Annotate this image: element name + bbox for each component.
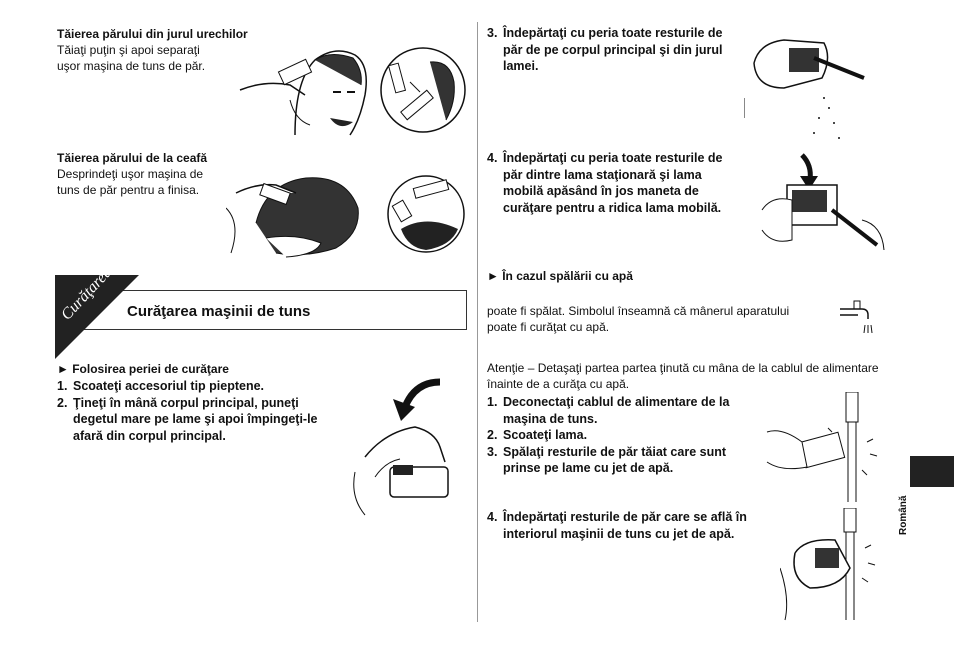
nape-heading: Tăierea părului de la ceafă bbox=[57, 151, 208, 165]
ears-heading: Tăierea părului din jurul urechilor bbox=[57, 27, 248, 41]
section-title: Curăţarea maşinii de tuns bbox=[127, 303, 311, 320]
ears-line-2: uşor maşina de tuns de păr. bbox=[57, 59, 206, 73]
clipper-detail-illustration bbox=[380, 42, 466, 138]
wash-steps bbox=[487, 394, 762, 477]
language-label: Română bbox=[898, 495, 909, 535]
nape-trim-illustration bbox=[226, 163, 366, 261]
right-step-3 bbox=[487, 25, 747, 75]
brush-heading: ► Folosirea periei de curăţare bbox=[57, 362, 229, 376]
list-item: 3. Îndepărtaţi cu peria toate resturile de păr de pe corpul principal şi din jurul lamei. bbox=[487, 26, 723, 73]
wash-blade-illustration bbox=[762, 392, 892, 504]
right-step-4 bbox=[487, 150, 757, 216]
ears-line-1: Tăiaţi puţin şi apoi separaţi bbox=[57, 43, 200, 57]
list-item: 3. Spălaţi resturile de păr tăiat care sunt prinse pe lame cu jet de apă. bbox=[487, 444, 726, 475]
nape-line-2: tuns de păr pentru a finisa. bbox=[57, 183, 200, 197]
ears-text bbox=[57, 42, 205, 74]
list-item: 2. Ţineţi în mână corpul principal, puneţi degetul mare pe lame şi apoi împingeţi-le afară din corpul principal. bbox=[57, 395, 318, 443]
blade-removal-illustration bbox=[345, 377, 465, 517]
water-text: poate fi spălat. Simbolul înseamnă că mânerul aparatului poate fi curăţat cu apă. bbox=[487, 304, 790, 334]
language-tab bbox=[910, 456, 954, 487]
brush-body-illustration bbox=[744, 18, 874, 148]
list-item: 4. Îndepărtaţi resturile de păr care se află în interiorul maşinii de tuns cu jet de apă. bbox=[487, 510, 747, 541]
caution-text: Atenţie – Detaşaţi partea partea ţinută cu mâna de la cablul de alimentare înainte de a curăţa cu apă. bbox=[487, 361, 879, 391]
wash-step-4 bbox=[487, 509, 772, 542]
list-item: 1. Scoateţi accesoriul tip pieptene. bbox=[57, 379, 265, 393]
nape-text bbox=[57, 166, 203, 198]
section-tab-label: Curăţarea bbox=[58, 263, 116, 324]
wash-body-illustration bbox=[780, 508, 885, 622]
brush-blades-illustration bbox=[752, 150, 887, 260]
man-ear-trim-illustration bbox=[235, 40, 375, 140]
brush-steps bbox=[57, 378, 347, 444]
list-item: 1. Deconectaţi cablul de alimentare de la maşina de tuns. bbox=[487, 395, 730, 426]
nape-line-1: Desprindeţi uşor maşina de bbox=[57, 167, 204, 181]
water-heading: ► În cazul spălării cu apă bbox=[487, 269, 633, 283]
clipper-detail-illustration bbox=[386, 174, 466, 254]
list-item: 2. Scoateţi lama. bbox=[487, 428, 588, 442]
list-item: 4. Îndepărtaţi cu peria toate resturile de păr dintre lama staţionară şi lama mobilă apăsând în jos maneta de curăţare pentru a ridica lama mobilă. bbox=[487, 151, 723, 215]
column-divider bbox=[477, 22, 478, 622]
water-tap-icon bbox=[838, 297, 880, 337]
